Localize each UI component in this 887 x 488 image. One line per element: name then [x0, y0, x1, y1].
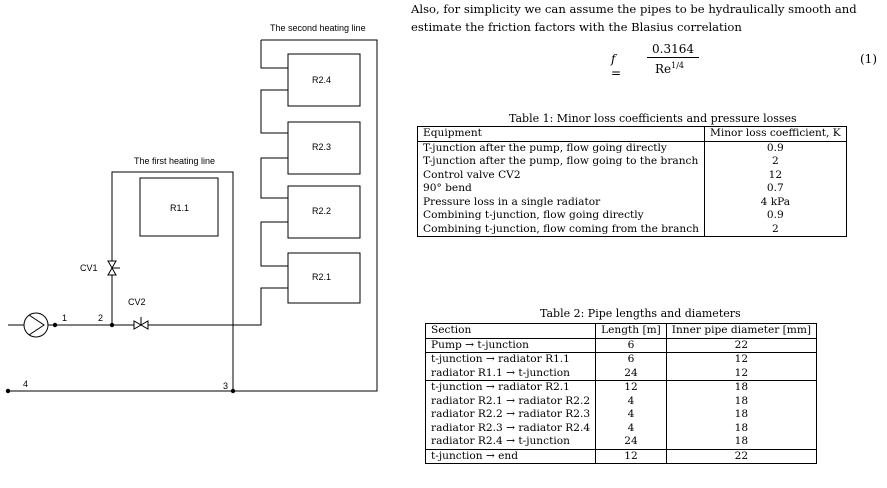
- radiator-r1-1-label: R1.1: [170, 203, 190, 213]
- node-4-label: 4: [23, 379, 29, 389]
- equation-numerator: 0.3164: [652, 42, 694, 56]
- second-line-label: The second heating line: [270, 23, 366, 33]
- equation-number: (1): [860, 52, 877, 66]
- radiator-r2-1-label: R2.1: [312, 272, 332, 282]
- cv1-label: CV1: [80, 263, 98, 273]
- radiator-r2-4-label: R2.4: [312, 75, 332, 85]
- fraction-bar: [647, 57, 699, 58]
- equation-lhs: f =: [611, 52, 622, 80]
- cv1-valve-icon: [108, 261, 116, 268]
- table-row: 90° bend 0.7: [418, 182, 847, 196]
- table-row: radiator R2.3 → radiator R2.4 4 18: [426, 422, 817, 436]
- radiator-r2-2-label: R2.2: [312, 206, 332, 216]
- table-row: t-junction → end 12 22: [426, 449, 817, 464]
- minor-loss-table: [417, 126, 847, 237]
- table-row: t-junction → radiator R1.1 6 12: [426, 353, 817, 367]
- second-line-return-pipe: [233, 40, 377, 391]
- intro-line-2: estimate the friction factors with the Blasius correlation: [411, 20, 742, 34]
- table-row: T-junction after the pump, flow going directly 0.9: [418, 141, 847, 155]
- table-row: T-junction after the pump, flow going to the branch 2: [418, 155, 847, 169]
- node-1-label: 1: [62, 313, 68, 323]
- table-row: Control valve CV2 12: [418, 169, 847, 183]
- heating-circuit-diagram: [0, 0, 400, 488]
- intro-paragraph: [411, 0, 887, 36]
- node-3-label: 3: [223, 381, 229, 391]
- table-row: radiator R1.1 → t-junction 24 12: [426, 367, 817, 381]
- table1-caption: Table 1: Minor loss coefficients and pressure losses: [509, 112, 797, 125]
- node-2-label: 2: [98, 313, 104, 323]
- cv2-label: CV2: [128, 297, 146, 307]
- table1-header-equipment: Equipment: [418, 127, 705, 142]
- table2-header-diameter: Inner pipe diameter [mm]: [666, 324, 816, 339]
- cv2-valve-icon: [134, 321, 141, 329]
- table2-header-row: [426, 324, 817, 339]
- table-row: radiator R2.1 → radiator R2.2 4 18: [426, 395, 817, 409]
- intro-line-1: Also, for simplicity we can assume the pipes to be hydraulically smooth and: [411, 2, 857, 16]
- document-text-column: [411, 0, 887, 488]
- second-line-serpentine: [261, 40, 288, 68]
- table2-header-section: Section: [426, 324, 596, 339]
- table-row: Combining t-junction, flow going directly 0.9: [418, 209, 847, 223]
- table-row: radiator R2.2 → radiator R2.3 4 18: [426, 408, 817, 422]
- table2-caption: Table 2: Pipe lengths and diameters: [540, 307, 741, 320]
- table-row: Combining t-junction, flow coming from the branch 2: [418, 223, 847, 237]
- table-row: radiator R2.4 → t-junction 24 18: [426, 435, 817, 449]
- table1-header-coefficient: Minor loss coefficient, K: [705, 127, 847, 142]
- first-line-label: The first heating line: [134, 156, 216, 166]
- table-row: Pump → t-junction 6 22: [426, 338, 817, 353]
- equation-denominator: $Re^{1/4}$: [655, 61, 685, 76]
- table-row: Pressure loss in a single radiator 4 kPa: [418, 196, 847, 210]
- table-row: t-junction → radiator R2.1 12 18: [426, 381, 817, 395]
- pipe-lengths-table: [425, 323, 817, 464]
- radiator-r2-3-label: R2.3: [312, 142, 332, 152]
- table2-header-length: Length [m]: [596, 324, 667, 339]
- table1-header-row: [418, 127, 847, 142]
